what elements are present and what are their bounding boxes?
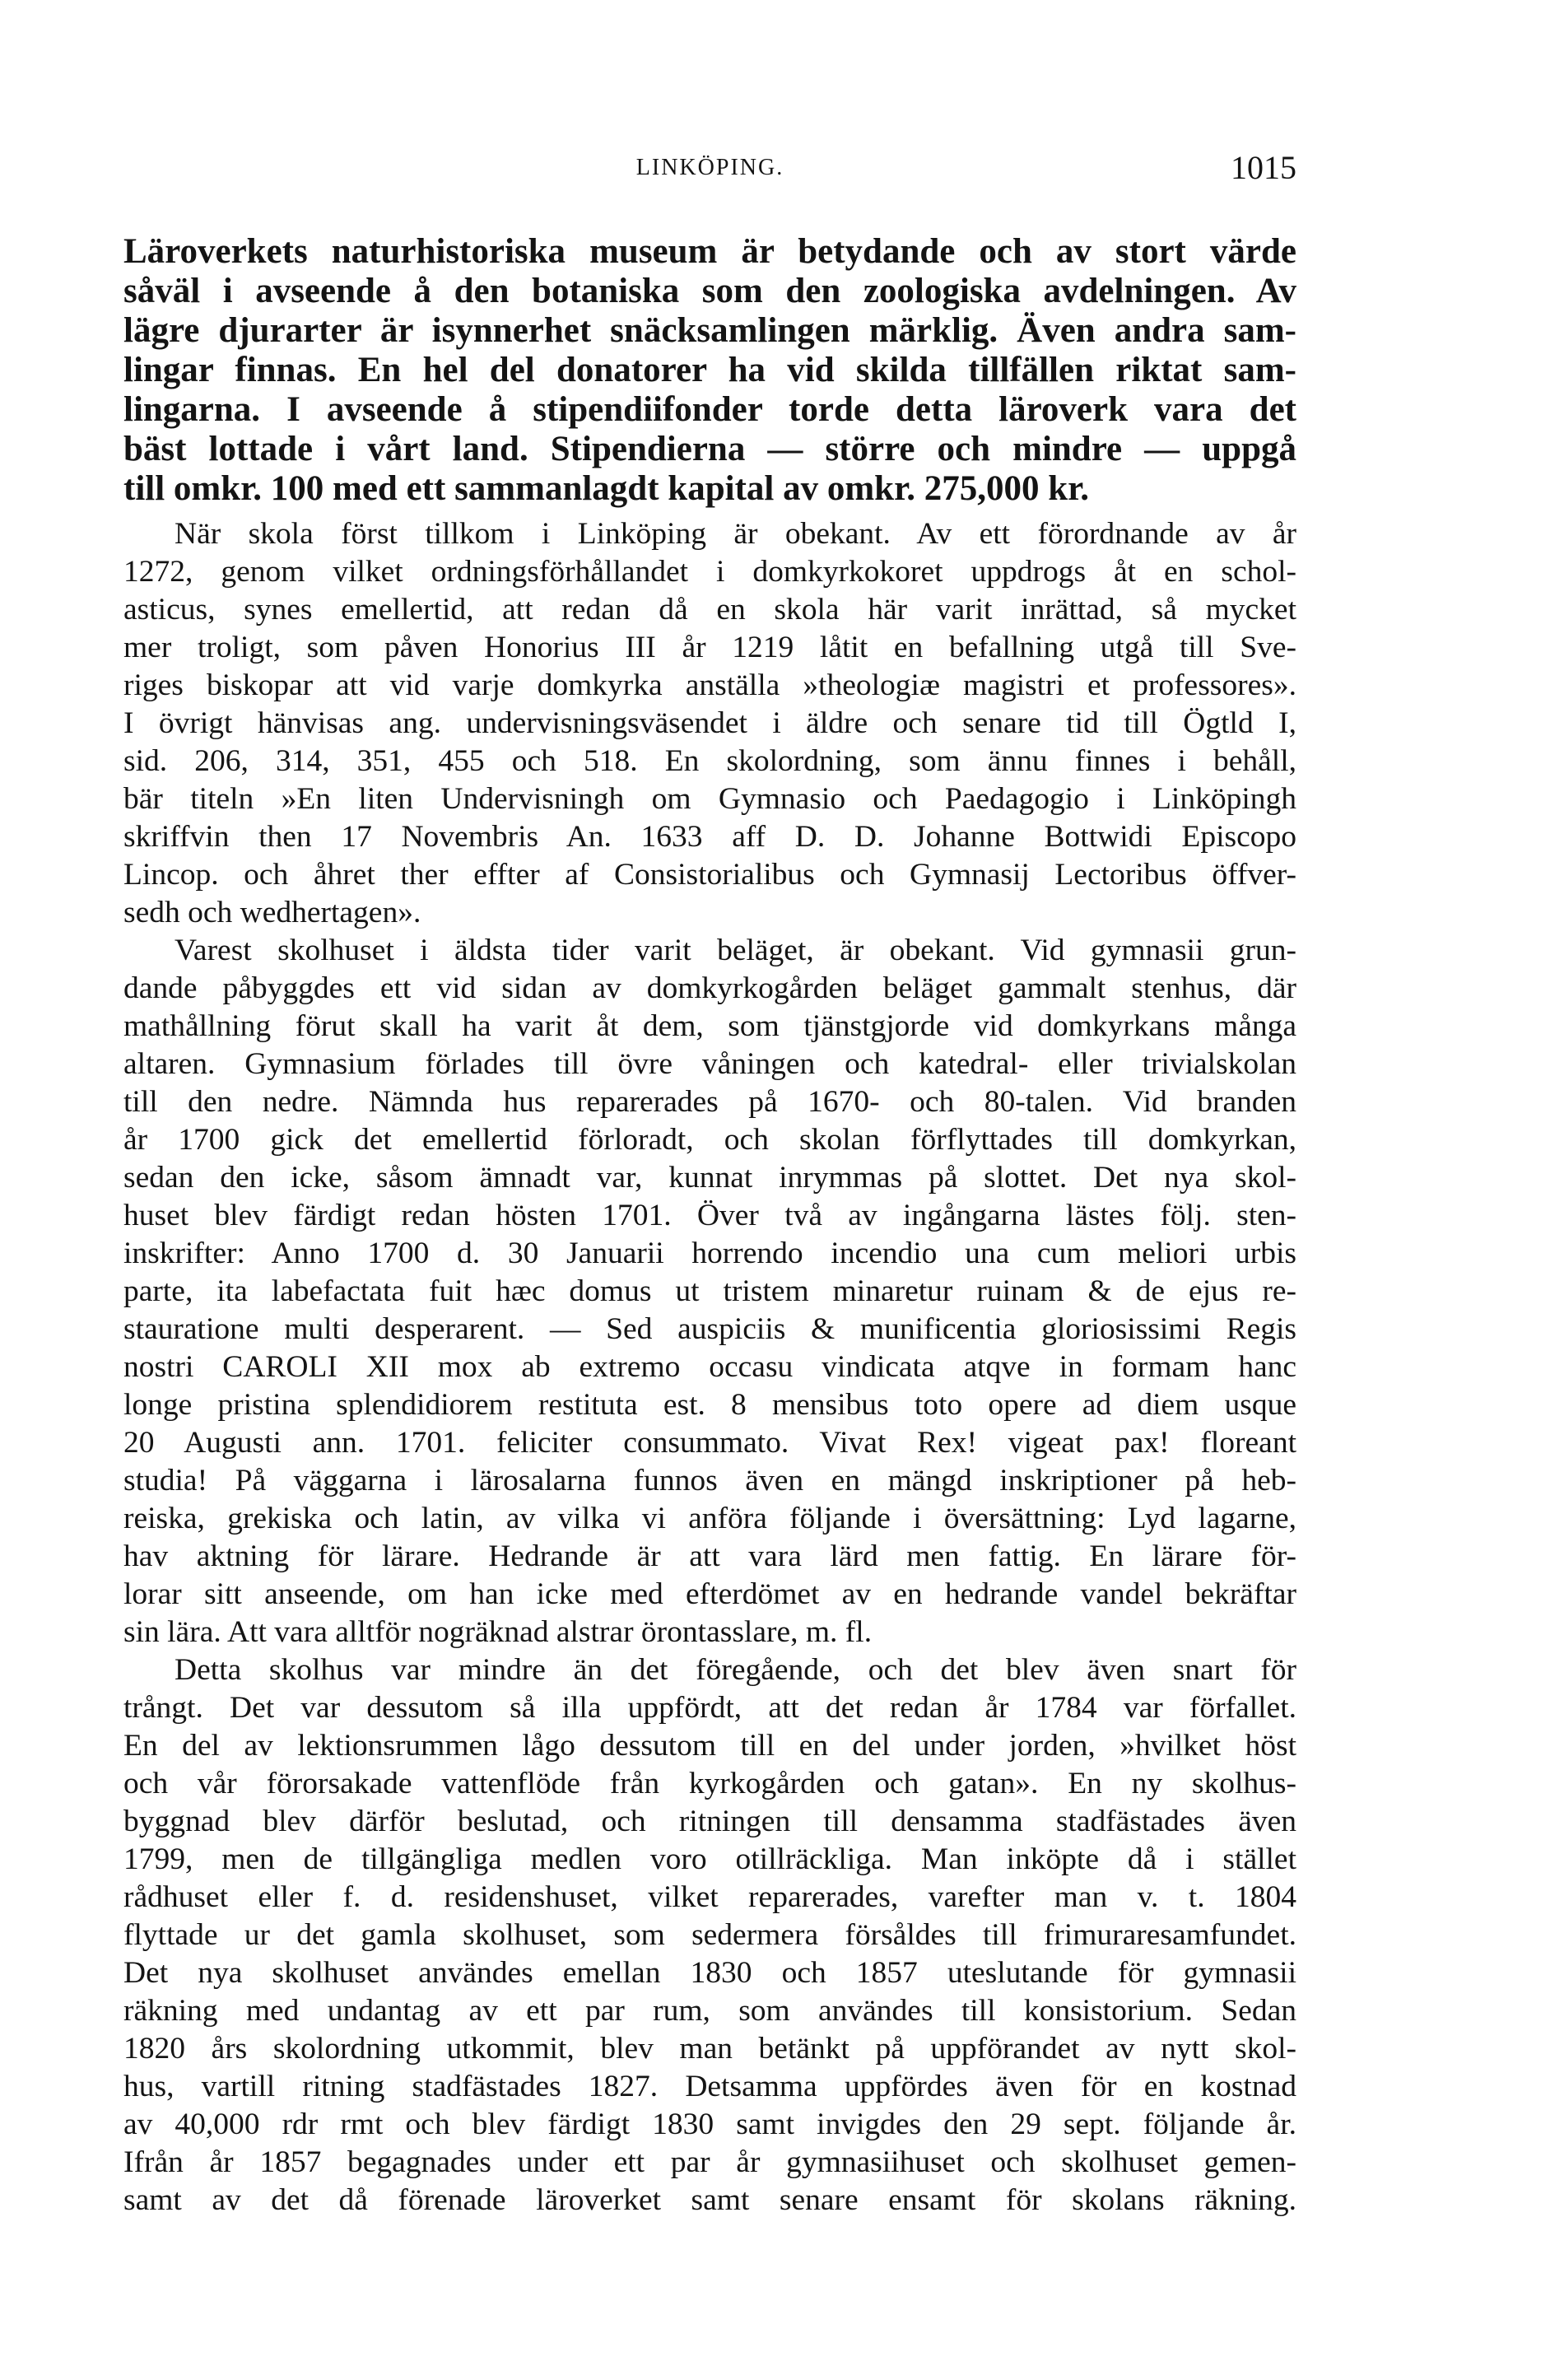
text-line: mer troligt, som påven Honorius III år 1219 låtit en befallning utgå till Sve- <box>123 631 1296 664</box>
text-line: asticus, synes emellertid, att redan då en skola här varit inrättad, så mycket <box>123 593 1296 626</box>
text-line: bär titeln »En liten Undervisningh om Gymnasio och Paedagogio i Linköpingh <box>123 782 1296 816</box>
text-line: flyttade ur det gamla skolhuset, som sedermera försåldes till frimuraresamfundet. <box>123 1918 1296 1952</box>
text-line: altaren. Gymnasium förlades till övre våningen och katedral- eller trivialskolan <box>123 1047 1296 1081</box>
text-line: till omkr. 100 med ett sammanlagdt kapital av omkr. 275,000 kr. <box>123 469 1090 508</box>
text-line: rådhuset eller f. d. residenshuset, vilket reparerades, varefter man v. t. 1804 <box>123 1880 1296 1914</box>
text-line: och vår förorsakade vattenflöde från kyrkogården och gatan». En ny skolhus- <box>123 1767 1296 1800</box>
text-line: huset blev färdigt redan hösten 1701. Över två av ingångarna lästes följ. sten- <box>123 1199 1296 1232</box>
text-line: lorar sitt anseende, om han icke med efterdömet av en hedrande vandel bekräftar <box>123 1577 1296 1611</box>
text-line: Ifrån år 1857 begagnades under ett par år gymnasiihuset och skolhuset gemen- <box>123 2145 1296 2179</box>
text-line: såväl i avseende å den botaniska som den zoologiska avdelningen. Av <box>123 272 1296 310</box>
text-line: Varest skolhuset i äldsta tider varit beläget, är obekant. Vid gymnasii grun- <box>175 934 1296 967</box>
text-line: riges biskopar att vid varje domkyrka anställa »theologiæ magistri et professores». <box>123 668 1296 702</box>
text-line: samt av det då förenade läroverket samt senare ensamt för skolans räkning. <box>123 2183 1296 2217</box>
text-line: byggnad blev därför beslutad, och ritningen till densamma stadfästades även <box>123 1805 1296 1838</box>
text-line: sin lära. Att vara alltför nogräknad alstrar örontasslare, m. fl. <box>123 1615 873 1649</box>
text-line: stauratione multi desperarent. — Sed auspiciis & munificentia gloriosissimi Regis <box>123 1312 1296 1346</box>
text-line: En del av lektionsrummen lågo dessutom till en del under jorden, »hvilket höst <box>123 1729 1296 1763</box>
paragraph-school-origin <box>123 515 1296 2219</box>
text-line: parte, ita labefactata fuit hæc domus ut tristem minaretur ruinam & de ejus re- <box>123 1274 1296 1308</box>
text-line: 1272, genom vilket ordningsförhållandet i domkyrkokoret uppdrogs åt en schol- <box>123 555 1296 589</box>
text-line: mathållning förut skall ha varit åt dem, som tjänstgjorde vid domkyrkans många <box>123 1009 1296 1043</box>
text-line: I övrigt hänvisas ang. undervisningsväsendet i äldre och senare tid till Ögtld I, <box>123 706 1296 740</box>
text-line: till den nedre. Nämnda hus reparerades på 1670- och 80-talen. Vid branden <box>123 1085 1296 1119</box>
text-line: hus, vartill ritning stadfästades 1827. Detsamma uppfördes även för en kostnad <box>123 2070 1296 2103</box>
text-line: lägre djurarter är isynnerhet snäcksamlingen märklig. Även andra sam- <box>123 311 1296 350</box>
page-header <box>123 148 1296 198</box>
text-line: 1799, men de tillgängliga medlen voro otillräckliga. Man inköpte då i stället <box>123 1842 1296 1876</box>
text-line: sid. 206, 314, 351, 455 och 518. En skolordning, som ännu finnes i behåll, <box>123 744 1296 778</box>
text-line: lingar finnas. En hel del donatorer ha vid skilda tillfällen riktat sam- <box>123 351 1296 389</box>
text-line: år 1700 gick det emellertid förloradt, och skolan förflyttades till domkyrkan, <box>123 1123 1296 1157</box>
text-line: reiska, grekiska och latin, av vilka vi anföra följande i översättning: Lyd lagarne, <box>123 1502 1296 1535</box>
text-line: studia! På väggarna i lärosalarna funnos även en mängd inskriptioner på heb- <box>123 1464 1296 1497</box>
text-line: dande påbyggdes ett vid sidan av domkyrkogården beläget gammalt stenhus, där <box>123 971 1296 1005</box>
text-line: trångt. Det var dessutom så illa uppfördt, att det redan år 1784 var förfallet. <box>123 1691 1296 1725</box>
text-line: 20 Augusti ann. 1701. feliciter consummato. Vivat Rex! vigeat pax! floreant <box>123 1426 1296 1460</box>
text-line: räkning med undantag av ett par rum, som användes till konsistorium. Sedan <box>123 1994 1296 2028</box>
paragraph-museum <box>123 232 1296 509</box>
text-line: sedh och wedhertagen». <box>123 896 421 929</box>
text-line: Det nya skolhuset användes emellan 1830 och 1857 uteslutande för gymnasii <box>123 1956 1296 1990</box>
text-line: Detta skolhus var mindre än det föregående, och det blev även snart för <box>175 1653 1296 1687</box>
text-line: hav aktning för lärare. Hedrande är att vara lärd men fattig. En lärare för- <box>123 1539 1296 1573</box>
text-line: nostri CAROLI XII mox ab extremo occasu vindicata atqve in formam hanc <box>123 1350 1296 1384</box>
text-line: av 40,000 rdr rmt och blev färdigt 1830 samt invigdes den 29 sept. följande år. <box>123 2108 1296 2141</box>
text-line: bäst lottade i vårt land. Stipendierna — större och mindre — uppgå <box>123 430 1296 468</box>
running-title: LINKÖPING. <box>635 155 784 180</box>
text-line: Lincop. och åhret ther effter af Consistorialibus och Gymnasij Lectoribus öffver- <box>123 858 1296 892</box>
text-line: Läroverkets naturhistoriska museum är betydande och av stort värde <box>123 232 1296 271</box>
text-line: longe pristina splendidiorem restituta est. 8 mensibus toto opere ad diem usque <box>123 1388 1296 1422</box>
body-text <box>123 232 1296 2219</box>
text-line: När skola först tillkom i Linköping är obekant. Av ett förordnande av år <box>175 517 1296 551</box>
text-line: skriffvin then 17 Novembris An. 1633 aff D. D. Johanne Bottwidi Episcopo <box>123 820 1296 854</box>
page-number: 1015 <box>1231 149 1296 186</box>
text-line: inskrifter: Anno 1700 d. 30 Januarii horrendo incendio una cum meliori urbis <box>123 1237 1296 1270</box>
text-line: 1820 års skolordning utkommit, blev man betänkt på uppförandet av nytt skol- <box>123 2032 1296 2066</box>
text-line: sedan den icke, såsom ämnadt var, kunnat inrymmas på slottet. Det nya skol- <box>123 1161 1296 1195</box>
text-line: lingarna. I avseende å stipendiifonder torde detta läroverk vara det <box>123 390 1296 429</box>
